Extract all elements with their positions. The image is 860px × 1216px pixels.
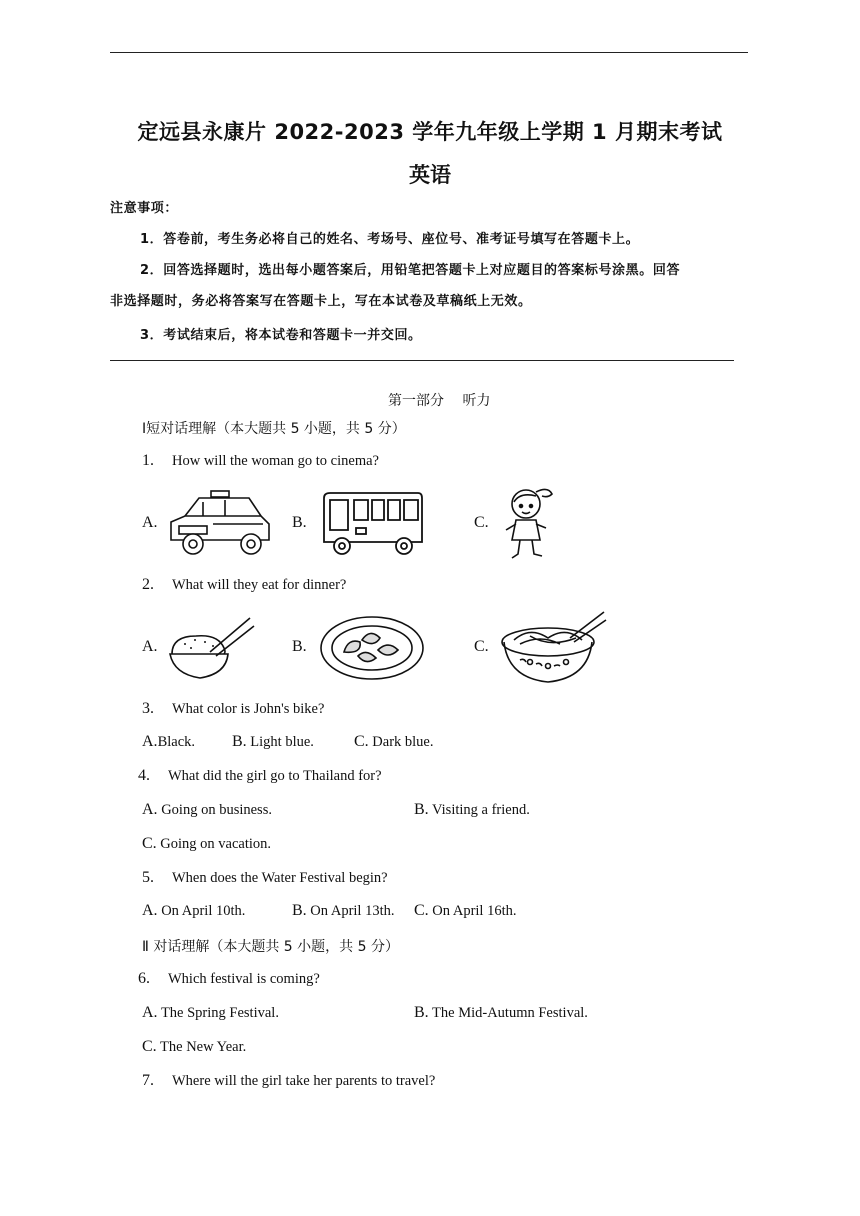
question-1 bbox=[142, 452, 379, 470]
option-a bbox=[142, 1004, 279, 1022]
question-number: 3. bbox=[142, 700, 154, 717]
option-letter: A. bbox=[142, 801, 158, 818]
option-text: Black. bbox=[157, 734, 196, 750]
question-text: What did the girl go to Thailand for? bbox=[168, 768, 382, 784]
question-6 bbox=[138, 970, 320, 988]
notice-heading: 注意事项： bbox=[110, 201, 179, 216]
option-letter: B. bbox=[232, 733, 247, 750]
option-text: Dark blue. bbox=[372, 734, 434, 750]
question-7 bbox=[142, 1072, 435, 1090]
notice-item-2: 2．回答选择题时，选出每小题答案后，用铅笔把答题卡上对应题目的答案标号涂黑。回答 bbox=[140, 263, 681, 278]
option-letter: A. bbox=[142, 733, 158, 750]
question-number: 7. bbox=[142, 1072, 154, 1089]
option-text: Light blue. bbox=[250, 734, 314, 750]
option-c-label: C. bbox=[474, 514, 489, 531]
option-letter: B. bbox=[292, 902, 307, 919]
question-number: 5. bbox=[142, 869, 154, 886]
notice-item-2-cont: 非选择题时，务必将答案写在答题卡上，写在本试卷及草稿纸上无效。 bbox=[110, 294, 532, 309]
notice-rule bbox=[110, 360, 734, 361]
question-number: 6. bbox=[138, 970, 150, 987]
option-text: On April 16th. bbox=[432, 903, 517, 919]
question-2 bbox=[142, 576, 346, 594]
question-5 bbox=[142, 869, 388, 887]
question-text: Which festival is coming? bbox=[168, 971, 320, 987]
dumplings-plate-icon bbox=[318, 612, 426, 682]
option-b bbox=[414, 801, 530, 819]
section-1-heading: Ⅰ短对话理解（本大题共 5 小题，共 5 分） bbox=[142, 421, 406, 437]
option-letter: A. bbox=[142, 1004, 158, 1021]
option-letter: A. bbox=[142, 902, 158, 919]
option-letter: C. bbox=[142, 835, 157, 852]
option-a bbox=[142, 733, 195, 751]
option-c-label: C. bbox=[474, 638, 489, 655]
option-b bbox=[232, 733, 314, 751]
notice-item-1: 1．答卷前，考生务必将自己的姓名、考场号、座位号、准考证号填写在答题卡上。 bbox=[140, 232, 640, 247]
walking-girl-icon bbox=[498, 484, 562, 564]
option-text: On April 10th. bbox=[161, 903, 246, 919]
option-c bbox=[142, 1038, 246, 1056]
exam-subject: 英语 bbox=[409, 163, 451, 187]
notice-item-3: 3．考试结束后，将本试卷和答题卡一并交回。 bbox=[140, 328, 422, 343]
option-a-label: A. bbox=[142, 638, 158, 655]
exam-title: 定远县永康片 2022-2023 学年九年级上学期 1 月期末考试 bbox=[137, 120, 723, 144]
question-number: 1. bbox=[142, 452, 154, 469]
option-letter: C. bbox=[414, 902, 429, 919]
question-text: Where will the girl take her parents to travel? bbox=[172, 1073, 436, 1089]
part-title: 第一部分 听力 bbox=[388, 393, 491, 409]
question-text: What color is John's bike? bbox=[172, 701, 325, 717]
option-c bbox=[142, 835, 271, 853]
question-number: 4. bbox=[138, 767, 150, 784]
section-2-heading: Ⅱ 对话理解（本大题共 5 小题，共 5 分） bbox=[142, 939, 399, 955]
question-number: 2. bbox=[142, 576, 154, 593]
option-text: Going on vacation. bbox=[160, 836, 272, 852]
taxi-car-icon bbox=[163, 488, 273, 558]
option-text: Visiting a friend. bbox=[432, 802, 530, 818]
rice-bowl-icon bbox=[164, 612, 256, 686]
question-text: When does the Water Festival begin? bbox=[172, 870, 388, 886]
option-a bbox=[142, 801, 272, 819]
option-c bbox=[354, 733, 434, 751]
option-b-label: B. bbox=[292, 514, 307, 531]
question-4 bbox=[138, 767, 382, 785]
question-text: How will the woman go to cinema? bbox=[172, 453, 379, 469]
option-letter: B. bbox=[414, 801, 429, 818]
option-a bbox=[142, 902, 245, 920]
question-text: What will they eat for dinner? bbox=[172, 577, 347, 593]
option-b bbox=[414, 1004, 588, 1022]
option-a-label: A. bbox=[142, 514, 158, 531]
option-letter: C. bbox=[142, 1038, 157, 1055]
option-b-label: B. bbox=[292, 638, 307, 655]
question-3 bbox=[142, 700, 324, 718]
option-text: The New Year. bbox=[160, 1039, 247, 1055]
option-b bbox=[292, 902, 394, 920]
noodles-bowl-icon bbox=[500, 608, 610, 688]
option-text: Going on business. bbox=[161, 802, 272, 818]
option-text: The Spring Festival. bbox=[160, 1005, 279, 1021]
bus-icon bbox=[318, 490, 426, 556]
option-text: The Mid-Autumn Festival. bbox=[432, 1005, 588, 1021]
option-letter: B. bbox=[414, 1004, 429, 1021]
top-rule bbox=[110, 52, 748, 53]
option-c bbox=[414, 902, 516, 920]
option-text: On April 13th. bbox=[310, 903, 395, 919]
option-letter: C. bbox=[354, 733, 369, 750]
